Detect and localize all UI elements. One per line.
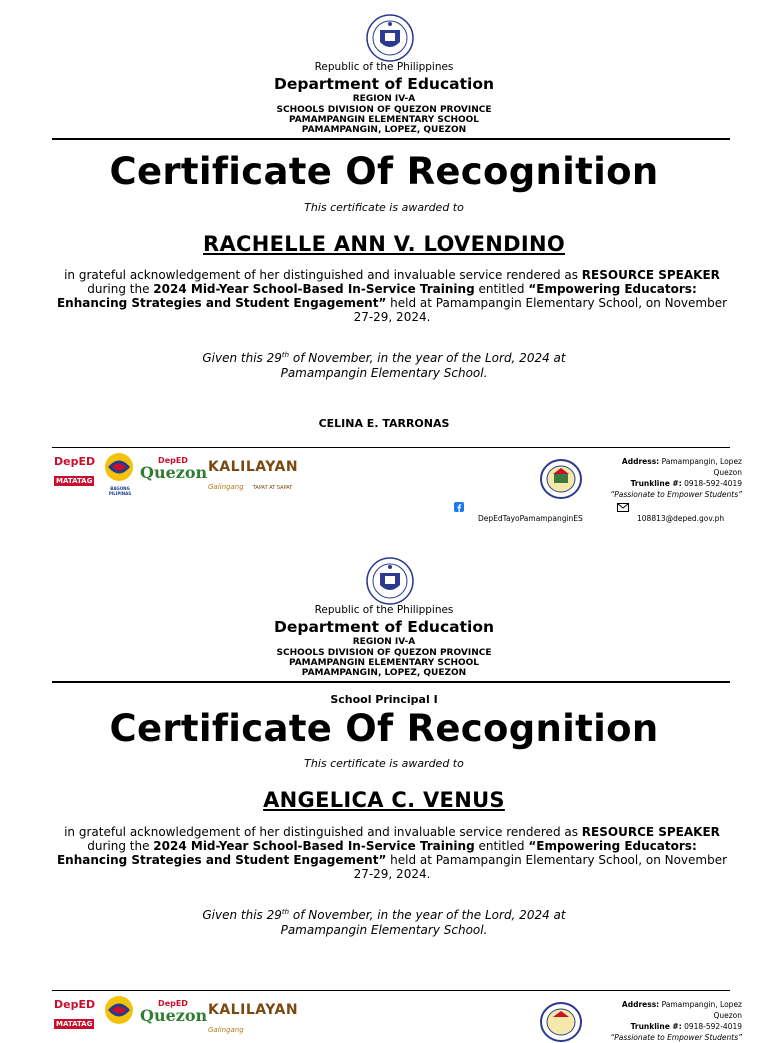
address-value: Pamampangin, Lopez Quezon	[661, 1000, 742, 1020]
footer-divider	[52, 990, 730, 991]
given-sup: th	[281, 351, 290, 359]
given-suffix: of November, in the year of the Lord, 2024 at	[289, 908, 566, 922]
quezon-wordmark: Quezon	[140, 1006, 208, 1025]
kalilayan-wordmark: KALILAYAN	[208, 459, 299, 475]
address-value: Pamampangin, Lopez Quezon	[661, 457, 742, 477]
kalilayan-tag: TAPAT AT SAPAT	[252, 485, 293, 491]
bagong-pilipinas-logo	[104, 452, 136, 496]
kalilayan-sub: Galingang	[208, 483, 244, 491]
certificate-title: Certificate Of Recognition	[109, 707, 659, 750]
certificate-body	[56, 268, 728, 324]
division-text: SCHOOLS DIVISION OF QUEZON PROVINCE	[276, 648, 492, 658]
given-suffix: of November, in the year of the Lord, 2024 at	[289, 351, 566, 365]
department-name: Department of Education	[273, 75, 495, 93]
school-name: PAMAMPANGIN ELEMENTARY SCHOOL	[288, 658, 480, 668]
header-divider	[52, 681, 730, 683]
address-label: Address:	[621, 457, 660, 466]
motto: “Passionate to Empower Students”	[610, 490, 742, 499]
trunkline-label: Trunkline #:	[630, 479, 682, 488]
given-statement	[0, 905, 768, 937]
given-statement	[0, 348, 768, 380]
body-entitled: entitled	[474, 839, 529, 853]
body-during: during the	[87, 282, 154, 296]
body-topic: “Empowering Educators: Enhancing Strategies and Student Engagement”	[56, 282, 697, 310]
deped-quezon-logo	[140, 456, 206, 490]
quezon-deped-text: DepED	[158, 999, 188, 1008]
recipient-name: RACHELLE ANN V. LOVENDINO	[203, 232, 565, 256]
signer-title: School Principal I	[330, 693, 438, 706]
region-text: REGION IV-A	[352, 94, 416, 104]
given-line2: Pamampangin Elementary School.	[280, 922, 488, 937]
school-contact	[592, 456, 742, 500]
deped-seal-icon	[366, 14, 414, 62]
given-prefix: Given this 29	[202, 908, 282, 922]
body-topic: “Empowering Educators: Enhancing Strategies and Student Engagement”	[56, 839, 697, 867]
bagong-pilipinas-icon	[104, 452, 134, 482]
school-name: PAMAMPANGIN ELEMENTARY SCHOOL	[288, 115, 480, 125]
deped-seal-icon	[366, 557, 414, 605]
body-during: during the	[87, 839, 154, 853]
matatag-badge: MATATAG	[56, 477, 93, 485]
deped-wordmark: DepED	[54, 455, 96, 468]
body-entitled: entitled	[474, 282, 529, 296]
school-contact	[592, 999, 742, 1042]
facebook-icon	[454, 502, 464, 512]
body-training: 2024 Mid-Year School-Based In-Service Training	[153, 282, 475, 296]
school-seal-icon	[540, 459, 582, 499]
address-label: Address:	[621, 1000, 660, 1009]
bagong-pilipinas-text: BAGONG PILIPINAS	[108, 486, 132, 496]
trunkline-label: Trunkline #:	[630, 1022, 682, 1031]
quezon-wordmark: Quezon	[140, 463, 208, 482]
quezon-deped-text: DepED	[158, 456, 188, 465]
kalilayan-wordmark: KALILAYAN	[208, 1002, 299, 1018]
republic-text: Republic of the Philippines	[314, 604, 454, 616]
matatag-badge: MATATAG	[56, 1020, 93, 1028]
footer-divider	[52, 447, 730, 448]
awarded-to-label: This certificate is awarded to	[304, 201, 464, 214]
given-line2: Pamampangin Elementary School.	[280, 365, 488, 380]
republic-text: Republic of the Philippines	[314, 61, 454, 73]
school-location: PAMAMPANGIN, LOPEZ, QUEZON	[301, 125, 467, 135]
awarded-to-label: This certificate is awarded to	[304, 757, 464, 770]
deped-matatag-logo	[54, 998, 96, 1028]
kalilayan-logo	[208, 1002, 312, 1034]
trunkline-value: 0918-592-4019	[684, 479, 742, 488]
school-location: PAMAMPANGIN, LOPEZ, QUEZON	[301, 668, 467, 678]
school-seal-icon	[540, 1002, 582, 1024]
certificate-title: Certificate Of Recognition	[109, 150, 659, 193]
department-name: Department of Education	[273, 618, 495, 636]
body-intro: in grateful acknowledgement of her distinguished and invaluable service rendered as	[64, 268, 582, 282]
bagong-pilipinas-logo	[104, 995, 136, 1024]
given-prefix: Given this 29	[202, 351, 282, 365]
division-text: SCHOOLS DIVISION OF QUEZON PROVINCE	[276, 105, 492, 115]
recipient-name: ANGELICA C. VENUS	[263, 788, 505, 812]
body-role: RESOURCE SPEAKER	[581, 825, 720, 839]
facebook-page[interactable]: DepEdTayoPamampanginES	[478, 514, 583, 523]
email-icon	[617, 503, 629, 512]
body-intro: in grateful acknowledgement of her distinguished and invaluable service rendered as	[64, 825, 582, 839]
signer-name: CELINA E. TARRONAS	[318, 417, 450, 430]
body-training: 2024 Mid-Year School-Based In-Service Training	[153, 839, 475, 853]
deped-matatag-logo	[54, 455, 96, 493]
trunkline-value: 0918-592-4019	[684, 1022, 742, 1031]
body-role: RESOURCE SPEAKER	[581, 268, 720, 282]
deped-wordmark: DepED	[54, 998, 96, 1011]
bagong-pilipinas-icon	[104, 995, 134, 1025]
region-text: REGION IV-A	[352, 637, 416, 647]
header-divider	[52, 138, 730, 140]
motto: “Passionate to Empower Students”	[610, 1033, 742, 1042]
email-address[interactable]: 108813@deped.gov.ph	[637, 514, 725, 523]
certificate-body	[56, 825, 728, 881]
body-venue: held at Pamampangin Elementary School, on November 27-29, 2024.	[353, 853, 728, 881]
kalilayan-logo	[208, 460, 312, 490]
given-sup: th	[281, 908, 290, 916]
body-venue: held at Pamampangin Elementary School, on November 27-29, 2024.	[353, 296, 728, 324]
deped-quezon-logo	[140, 999, 206, 1024]
kalilayan-sub: Galingang	[208, 1026, 244, 1034]
